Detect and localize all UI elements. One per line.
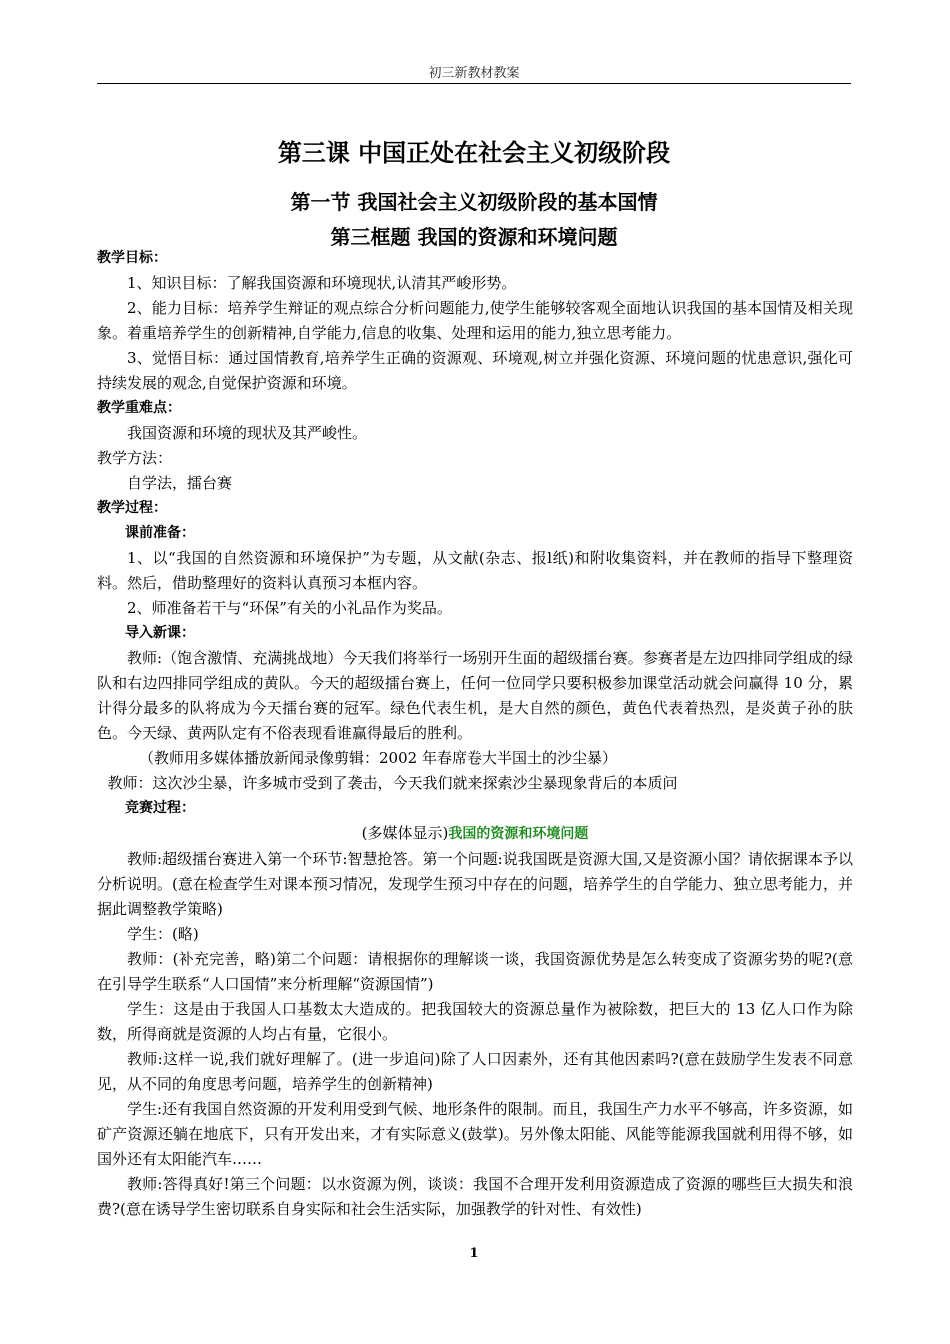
page-number: 1	[469, 1246, 479, 1261]
document-body	[97, 246, 853, 1222]
prep-item: 1、以“我国的自然资源和环境保护”为专题，从文献(杂志、报l纸)和附收集资料，并在教师的指导下整理资料。然后，借助整理好的资料认真预习本框内容。	[97, 549, 853, 592]
goals-heading: 教学目标：	[97, 250, 167, 266]
intro-paragraph: 教师：这次沙尘暴，许多城市受到了袭击，今天我们就来探索沙尘暴现象背后的本质问	[107, 774, 678, 792]
header-divider	[97, 83, 851, 84]
display-topic: 我国的资源和环境问题	[448, 826, 589, 842]
intro-video-note: （教师用多媒体播放新闻录像剪辑：2002 年春席卷大半国土的沙尘暴）	[139, 749, 617, 767]
prep-item: 2、师准备若干与“环保”有关的小礼品作为奖品。	[127, 599, 452, 617]
method-heading: 教学方法：	[97, 449, 173, 467]
display-prefix: (多媒体显示)	[361, 824, 449, 842]
goal-item: 3、觉悟目标：通过国情教育,培养学生正确的资源观、环境观,树立并强化资源、环境问题的忧患意识,强化可持续发展的观念,自觉保护资源和环境。	[97, 349, 853, 392]
keypoints-heading: 教学重难点：	[97, 400, 181, 416]
contest-display-line	[97, 821, 853, 847]
contest-paragraph: 学生:还有我国自然资源的开发利用受到气候、地形条件的限制。而且，我国生产力水平不够高，许多资源，如矿产资源还躺在地底下，只有开发出来，才有实际意义(鼓掌)。另外像太阳能、风能等能源我国就利用得不够，如国外还有太阳能汽车……	[97, 1100, 853, 1168]
goal-item: 1、知识目标：了解我国资源和环境现状,认清其严峻形势。	[127, 274, 517, 292]
contest-paragraph: 学生：(略)	[127, 925, 199, 943]
intro-heading: 导入新课：	[125, 625, 195, 641]
page-header: 初三新教材教案	[428, 66, 520, 81]
keypoints-text: 我国资源和环境的现状及其严峻性。	[127, 424, 368, 442]
goal-item: 2、能力目标：培养学生辩证的观点综合分析问题能力,使学生能够较客观全面地认识我国的基本国情及相关现象。着重培养学生的创新精神,自学能力,信息的收集、处理和运用的能力,独立思考能力。	[97, 299, 853, 342]
lesson-title: 第三课 中国正处在社会主义初级阶段	[277, 139, 671, 167]
contest-paragraph: 教师：(补充完善，略)第二个问题：请根据你的理解谈一谈，我国资源优势是怎么转变成了资源劣势的呢?(意在引导学生联系“人口国情”来分析理解“资源国情”)	[97, 950, 853, 993]
process-heading: 教学过程：	[97, 500, 167, 516]
contest-paragraph: 学生：这是由于我国人口基数太大造成的。把我国较大的资源总量作为被除数，把巨大的 13 亿人口作为除数，所得商就是资源的人均占有量，它很小。	[97, 1000, 853, 1043]
section-title: 第一节 我国社会主义初级阶段的基本国情	[290, 190, 658, 214]
contest-paragraph: 教师:这样一说,我们就好理解了。(进一步追问)除了人口因素外，还有其他因素吗?(意在鼓励学生发表不同意见，从不同的角度思考问题，培养学生的创新精神)	[97, 1050, 853, 1093]
method-text: 自学法，擂台赛	[127, 474, 233, 492]
intro-paragraph: 教师:（饱含激情、充满挑战地）今天我们将举行一场别开生面的超级擂台赛。参赛者是左边四排同学组成的绿队和右边四排同学组成的黄队。今天的超级擂台赛上，任何一位同学只要积极参加课堂活动就会问赢得 10 分，累计得分最多的队将成为今天擂台赛的冠军。绿色代表生机，是大自然的颜色，黄色代表着热烈，是炎黄子孙的肤色。今天绿、黄两队定有不俗表现看谁赢得最后的胜利。	[97, 649, 853, 742]
contest-paragraph: 教师:答得真好!第三个问题：以水资源为例，谈谈：我国不合理开发利用资源造成了资源的哪些巨大损失和浪费?(意在诱导学生密切联系自身实际和社会生活实际，加强教学的针对性、有效性)	[97, 1175, 853, 1218]
contest-heading: 竞赛过程：	[125, 800, 195, 816]
topic-title: 第三框题 我国的资源和环境问题	[330, 225, 618, 249]
prep-heading: 课前准备：	[125, 525, 195, 541]
contest-paragraph: 教师:超级擂台赛进入第一个环节:智慧抢答。第一个问题:说我国既是资源大国,又是资源小国？请依据课本予以分析说明。(意在检查学生对课本预习情况，发现学生预习中存在的问题，培养学生的自学能力、独立思考能力，并据此调整教学策略)	[97, 850, 853, 918]
